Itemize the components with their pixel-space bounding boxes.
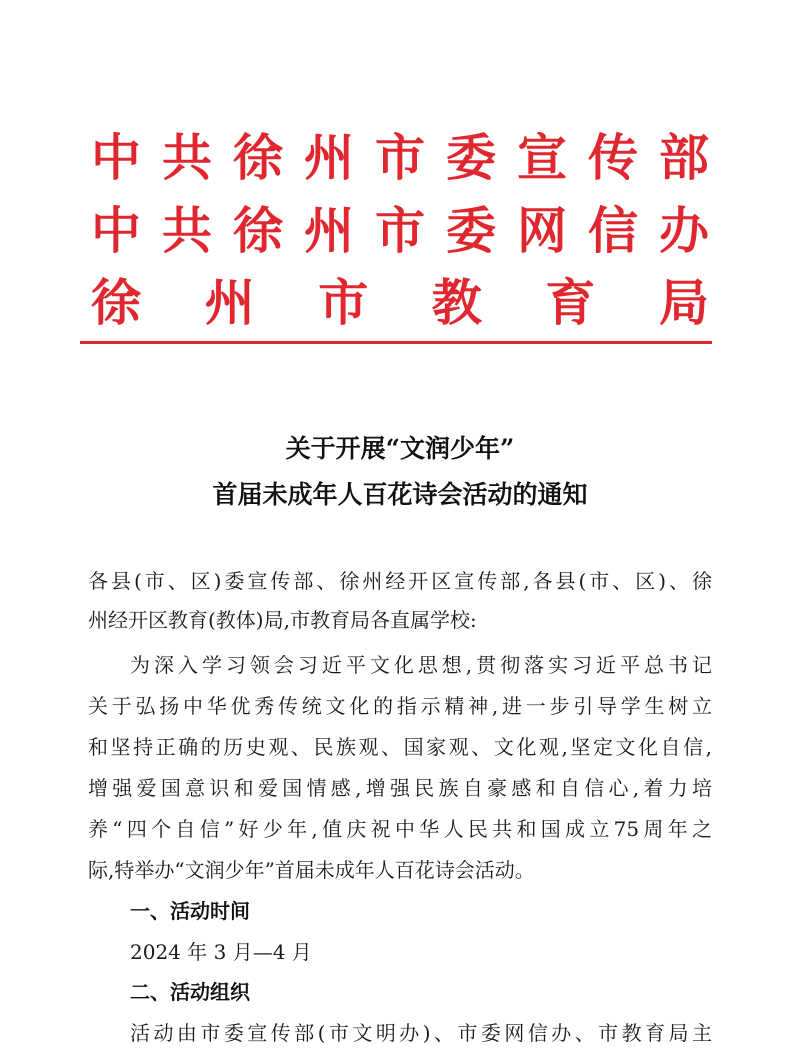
issuer-char: 中 [91,128,141,187]
issuer-char: 信 [588,201,638,260]
notice-title-line-2: 首届未成年人百花诗会活动的通知 [212,480,588,509]
issuer-char: 传 [588,128,638,187]
issuer-char: 委 [446,201,496,260]
issuer-char: 宣 [517,128,567,187]
issuer-char: 州 [204,273,255,332]
section-heading: 一、活动时间 [130,899,250,923]
paragraph-line: 和坚持正确的历史观、民族观、国家观、文化观,坚定文化自信, [88,735,712,759]
issuer-char: 共 [162,128,212,187]
issuer-line-3 [88,273,712,332]
section-text: 2024 年 3 月—4 月 [130,940,312,964]
issuer-char: 徐 [91,273,141,332]
section-text: 活动由市委宣传部(市文明办)、市委网信办、市教育局主 [130,1021,712,1045]
issuer-char: 共 [162,201,212,260]
issuer-char: 育 [545,273,596,332]
issuer-char: 网 [517,201,567,260]
notice-title-line-1: 关于开展“文润少年” [285,434,515,463]
addressee-line-2: 州经开区教育(教体)局,市教育局各直属学校: [88,608,477,632]
issuer-char: 州 [304,201,354,260]
issuer-char: 市 [375,201,425,260]
paragraph-line: 增强爱国意识和爱国情感,增强民族自豪感和自信心,着力培 [88,776,712,800]
issuer-char: 局 [658,273,709,332]
paragraph-line: 关于弘扬中华优秀传统文化的指示精神,进一步引导学生树立 [88,694,712,718]
addressee-line-1: 各县(市、区)委宣传部、徐州经开区宣传部,各县(市、区)、徐 [88,569,712,593]
section-heading: 二、活动组织 [130,980,250,1004]
issuer-line-1 [88,128,712,187]
issuer-char: 州 [304,128,354,187]
issuer-char: 教 [431,273,482,332]
paragraph-line: 际,特举办“文润少年”首届未成年人百花诗会活动。 [88,858,535,882]
issuer-char: 部 [659,128,709,187]
issuer-char: 徐 [233,201,283,260]
paragraph-line: 为深入学习领会习近平文化思想,贯彻落实习近平总书记 [130,653,712,677]
issuer-char: 委 [446,128,496,187]
issuer-char: 办 [659,201,709,260]
issuer-line-2 [88,201,712,260]
issuer-char: 市 [318,273,369,332]
issuer-char: 中 [91,201,141,260]
issuer-char: 市 [375,128,425,187]
red-divider [80,341,712,344]
paragraph-line: 养“四个自信”好少年,值庆祝中华人民共和国成立75周年之 [88,817,712,841]
issuer-char: 徐 [233,128,283,187]
